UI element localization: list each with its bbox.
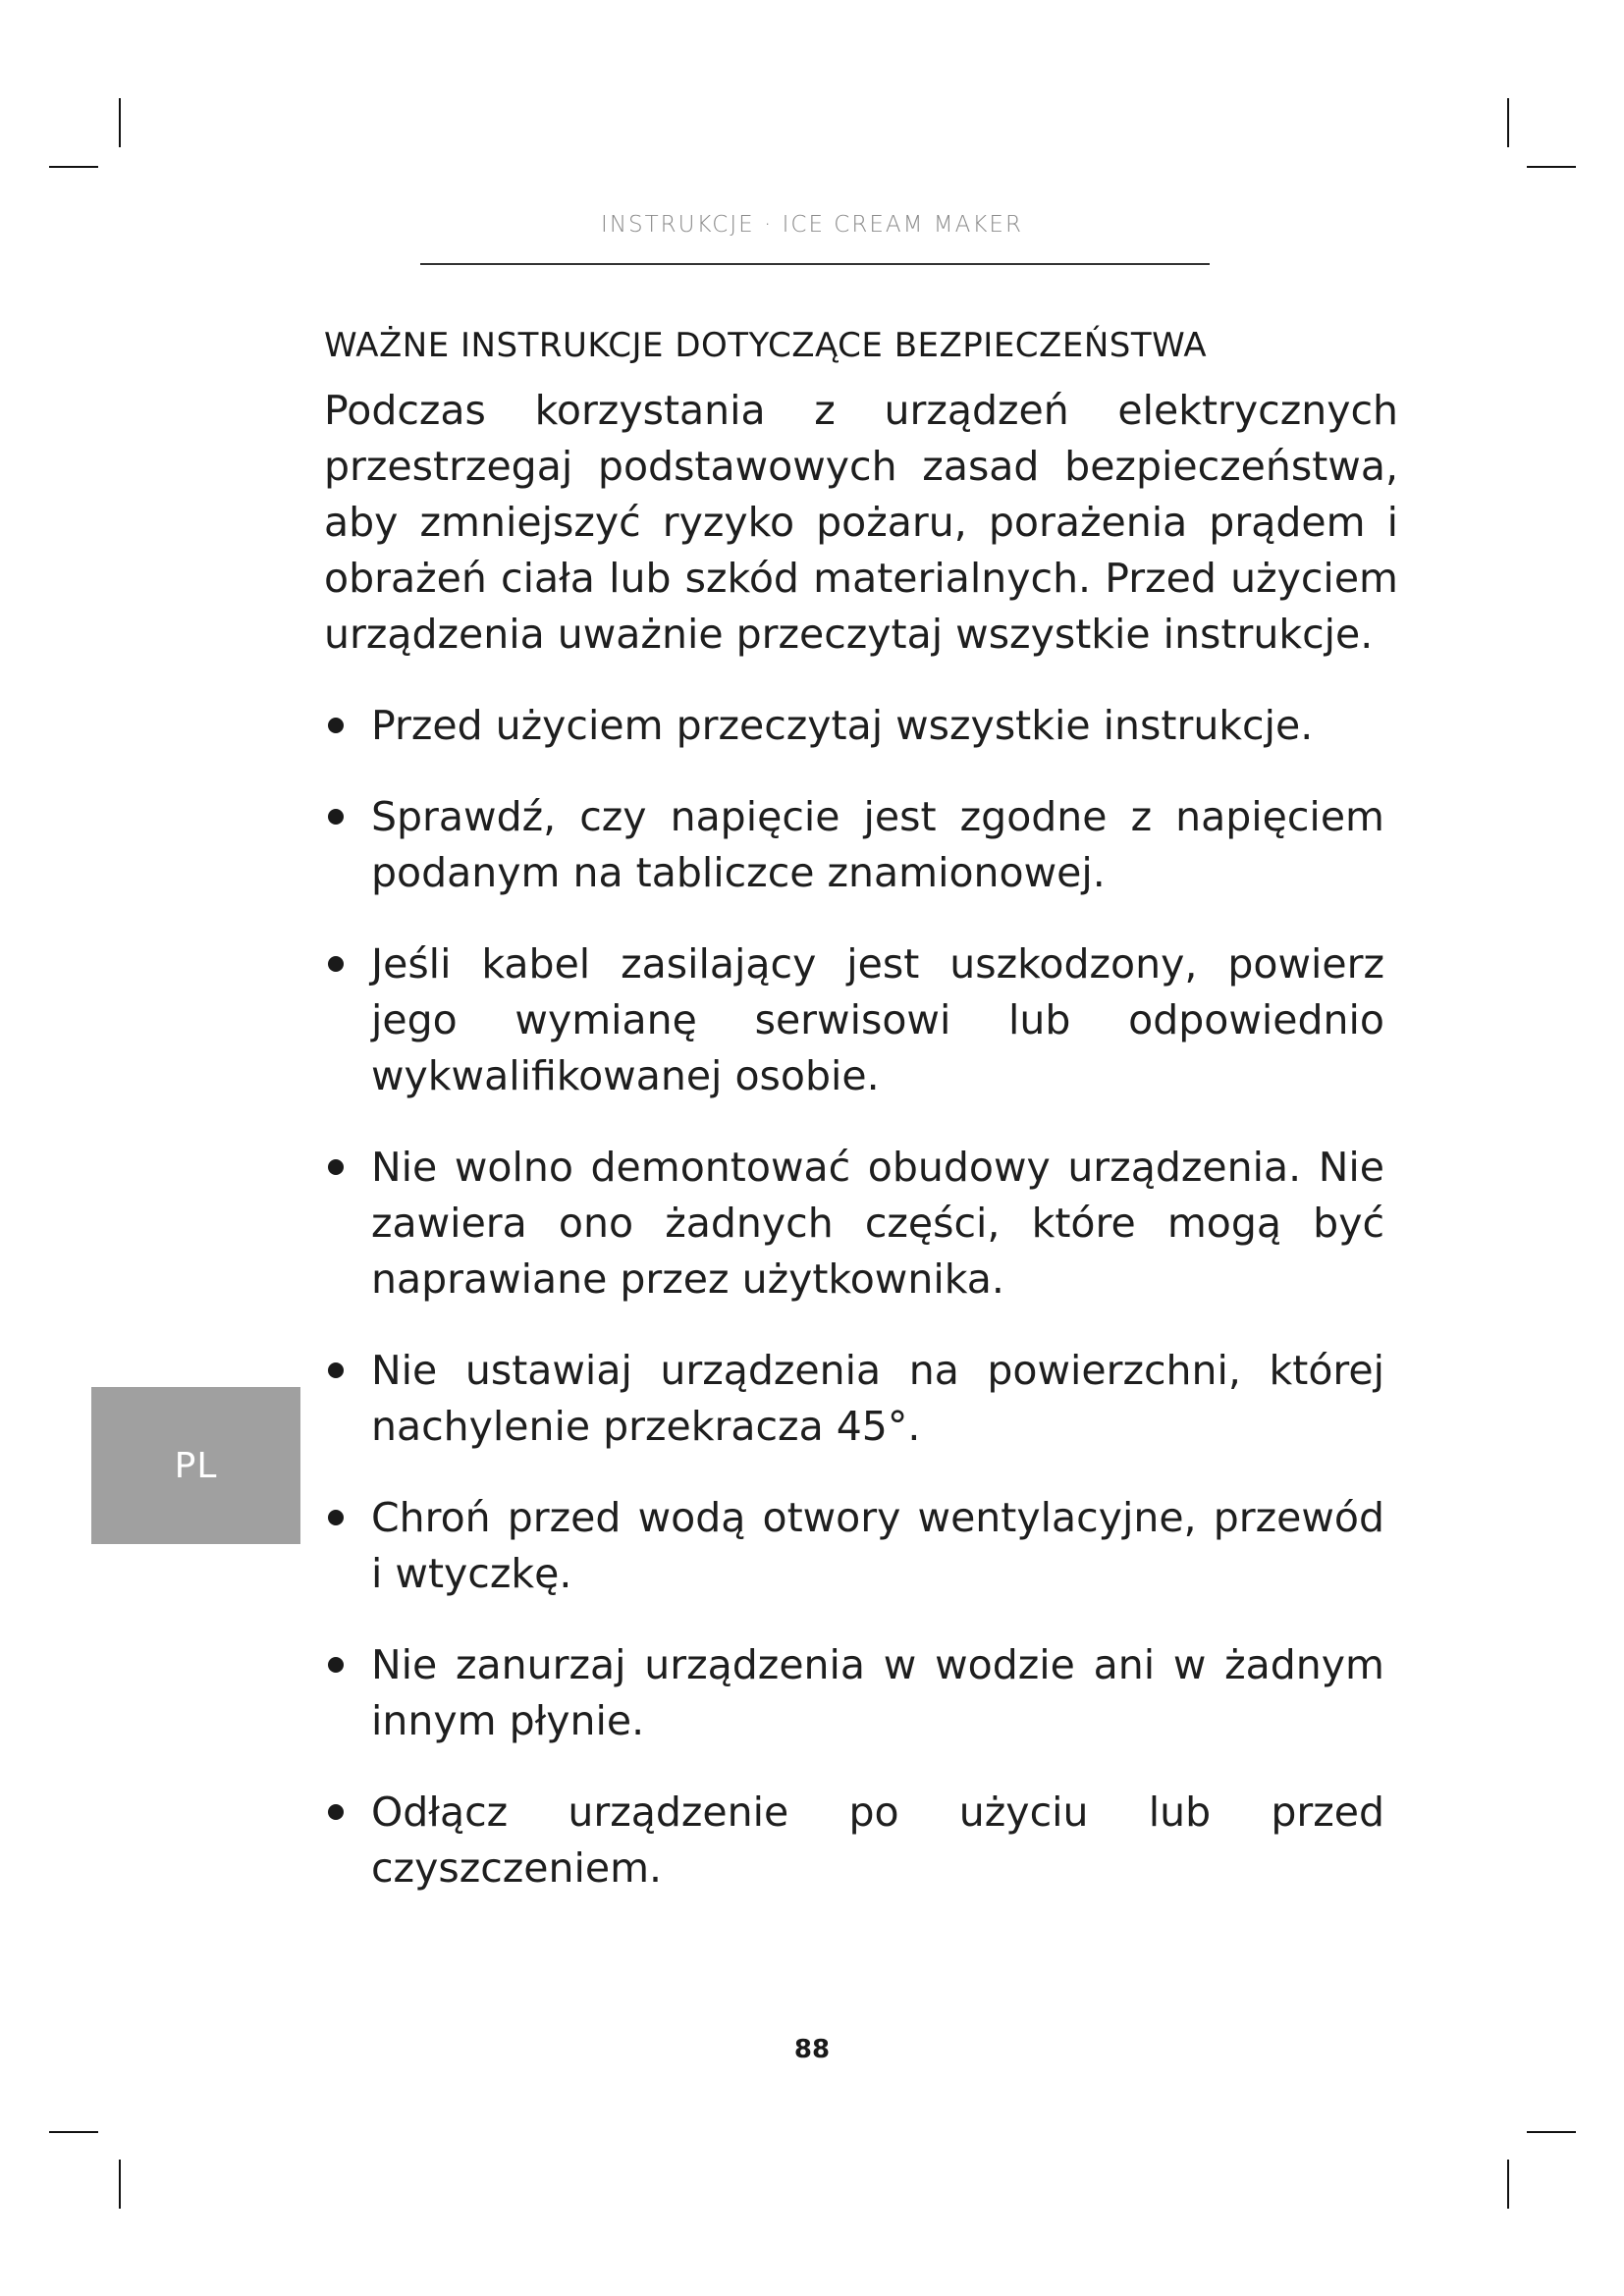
crop-mark-bottom-right-vertical [1507,2160,1509,2209]
crop-mark-bottom-left-vertical [119,2160,121,2209]
list-item-text: Nie wolno demontować obudowy urządzenia. Nie zawiera ono żadnych części, które mogą być naprawiane przez użytkownika. [371,1144,1384,1303]
main-content [324,326,1398,1932]
bullet-icon [328,1362,344,1378]
crop-mark-bottom-left-horizontal [49,2131,98,2133]
language-tab-label: PL [174,1445,218,1486]
bullet-icon [328,809,344,825]
list-item-text: Nie ustawiaj urządzenia na powierzchni, której nachylenie przekracza 45°. [371,1347,1384,1450]
crop-mark-top-right-vertical [1507,98,1509,147]
list-item [324,1343,1398,1455]
list-item-text: Chroń przed wodą otwory wentylacyjne, przewód i wtyczkę. [371,1494,1384,1597]
list-item [324,1140,1398,1308]
intro-paragraph: Podczas korzystania z urządzeń elektrycznych przestrzegaj podstawowych zasad bezpieczeństwa, aby zmniejszyć ryzyko pożaru, porażenia prądem i obrażeń ciała lub szkód materialnych. Przed użyciem urządzenia uważnie przeczytaj wszystkie instrukcje. [324,387,1398,658]
bullet-icon [328,1804,344,1820]
list-item [324,698,1398,754]
list-item [324,1785,1398,1896]
list-item [324,1490,1398,1602]
running-header: INSTRUKCJE · ICE CREAM MAKER [601,212,1023,238]
list-item [324,1637,1398,1749]
list-item-text: Nie zanurzaj urządzenia w wodzie ani w żadnym innym płynie. [371,1641,1384,1744]
bullet-icon [328,956,344,972]
crop-mark-top-left-vertical [119,98,121,147]
page-number: 88 [793,2035,831,2064]
bullet-icon [328,1657,344,1673]
list-item [324,789,1398,901]
bullet-icon [328,1159,344,1175]
list-item-text: Jeśli kabel zasilający jest uszkodzony, powierz jego wymianę serwisowi lub odpowiednio wykwalifikowanej osobie. [371,940,1384,1099]
bullet-icon [328,718,344,733]
safety-list [324,698,1398,1896]
list-item [324,936,1398,1104]
bullet-icon [328,1510,344,1525]
section-title: WAŻNE INSTRUKCJE DOTYCZĄCE BEZPIECZEŃSTWA [324,326,1208,365]
list-item-text: Przed użyciem przeczytaj wszystkie instrukcje. [371,702,1314,749]
list-item-text: Sprawdź, czy napięcie jest zgodne z napięciem podanym na tabliczce znamionowej. [371,793,1384,896]
crop-mark-top-left-horizontal [49,166,98,168]
list-item-text: Odłącz urządzenie po użyciu lub przed czyszczeniem. [371,1789,1384,1892]
crop-mark-top-right-horizontal [1527,166,1576,168]
crop-mark-bottom-right-horizontal [1527,2131,1576,2133]
language-tab [91,1387,300,1544]
header-rule [420,263,1210,265]
